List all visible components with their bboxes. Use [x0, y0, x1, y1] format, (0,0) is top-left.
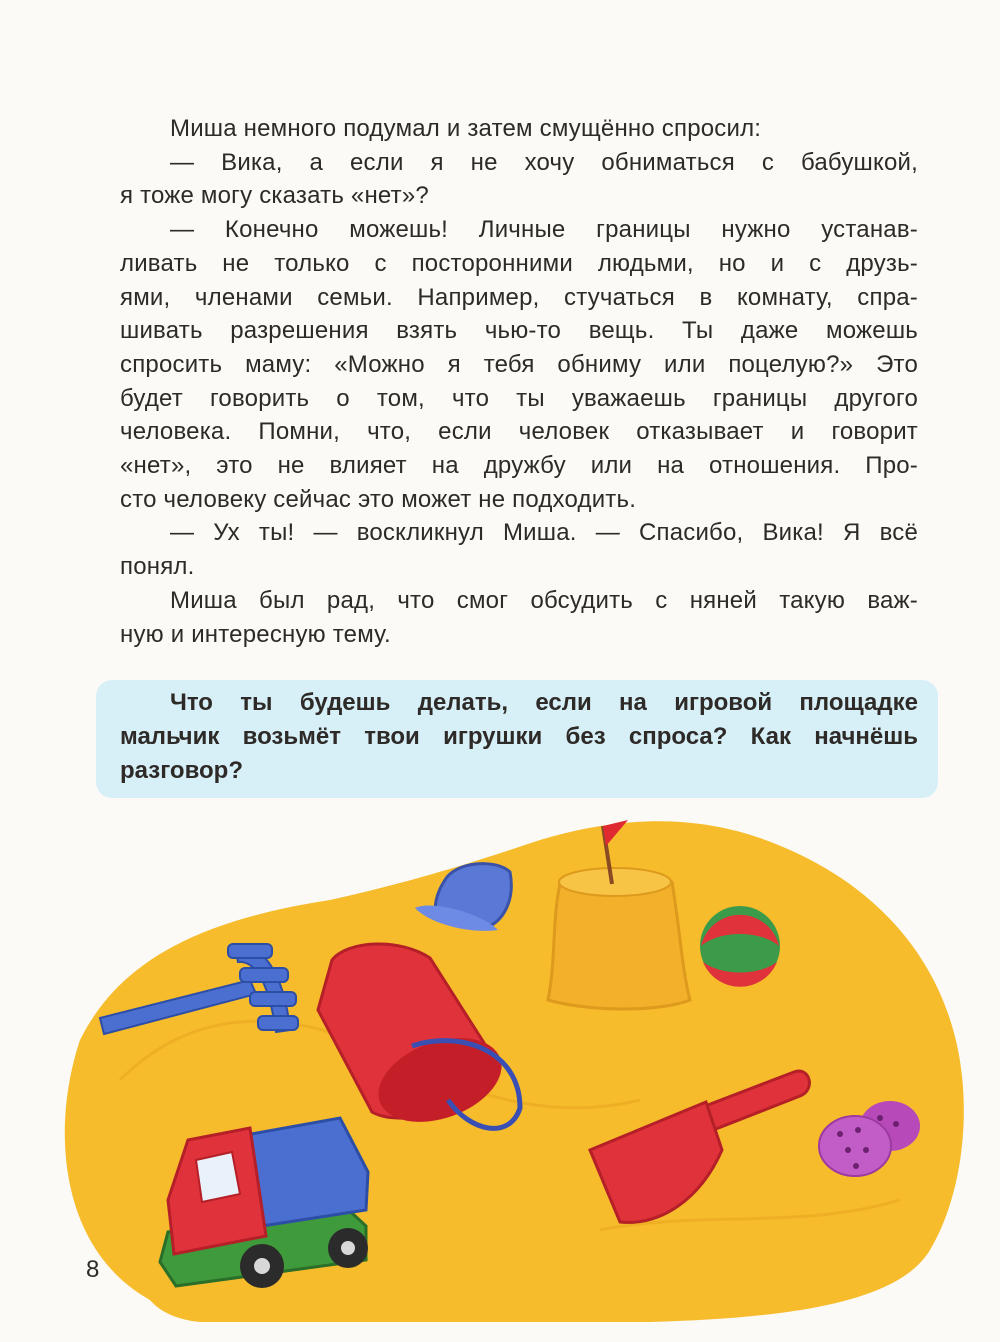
text-line: понял. [120, 553, 195, 581]
text-line: ями, членами семьи. Например, стучаться в комнату, спра- [120, 283, 918, 311]
story-paragraph [120, 112, 918, 146]
sandbox-illustration [0, 800, 1000, 1342]
text-line: я тоже могу сказать «нет»? [120, 182, 429, 210]
text-line: человека. Помни, что, если человек отказывает и говорит [120, 418, 918, 446]
story-paragraph [120, 516, 918, 583]
text-line: ную и интересную тему. [120, 620, 391, 648]
text-line: будет говорить о том, что ты уважаешь границы другого [120, 384, 918, 412]
text-line: Миша немного подумал и затем смущённо спросил: [170, 115, 762, 142]
text-line: — Конечно можешь! Личные границы нужно устанав- [170, 216, 918, 244]
text-line: — Вика, а если я не хочу обниматься с бабушкой, [170, 148, 918, 176]
story-paragraph [120, 213, 918, 516]
text-line: — Ух ты! — воскликнул Миша. — Спасибо, Вика! Я всё [170, 519, 918, 547]
text-line: шивать разрешения взять чью-то вещь. Ты даже можешь [120, 317, 918, 345]
story-paragraph [120, 584, 918, 651]
story-text [120, 112, 918, 651]
text-line: сто человеку сейчас это может не подходить. [120, 485, 637, 513]
text-line: Миша был рад, что смог обсудить с няней такую важ- [170, 586, 918, 614]
question-line: Что ты будешь делать, если на игровой площадке [170, 689, 918, 716]
question-text [120, 686, 918, 788]
text-line: ливать не только с посторонними людьми, но и с друзь- [120, 249, 918, 277]
question-line: разговор? [120, 757, 243, 784]
page-number: 8 [86, 1256, 100, 1283]
story-paragraph [120, 146, 918, 213]
text-line: спросить маму: «Можно я тебя обниму или поцелую?» Это [120, 350, 918, 378]
toy-truck [160, 1118, 368, 1288]
question-line: мальчик возьмёт твои игрушки без спроса? Как начнёшь [120, 723, 918, 750]
ball [700, 906, 780, 987]
text-line: «нет», это не влияет на дружбу или на отношения. Про- [120, 452, 918, 480]
